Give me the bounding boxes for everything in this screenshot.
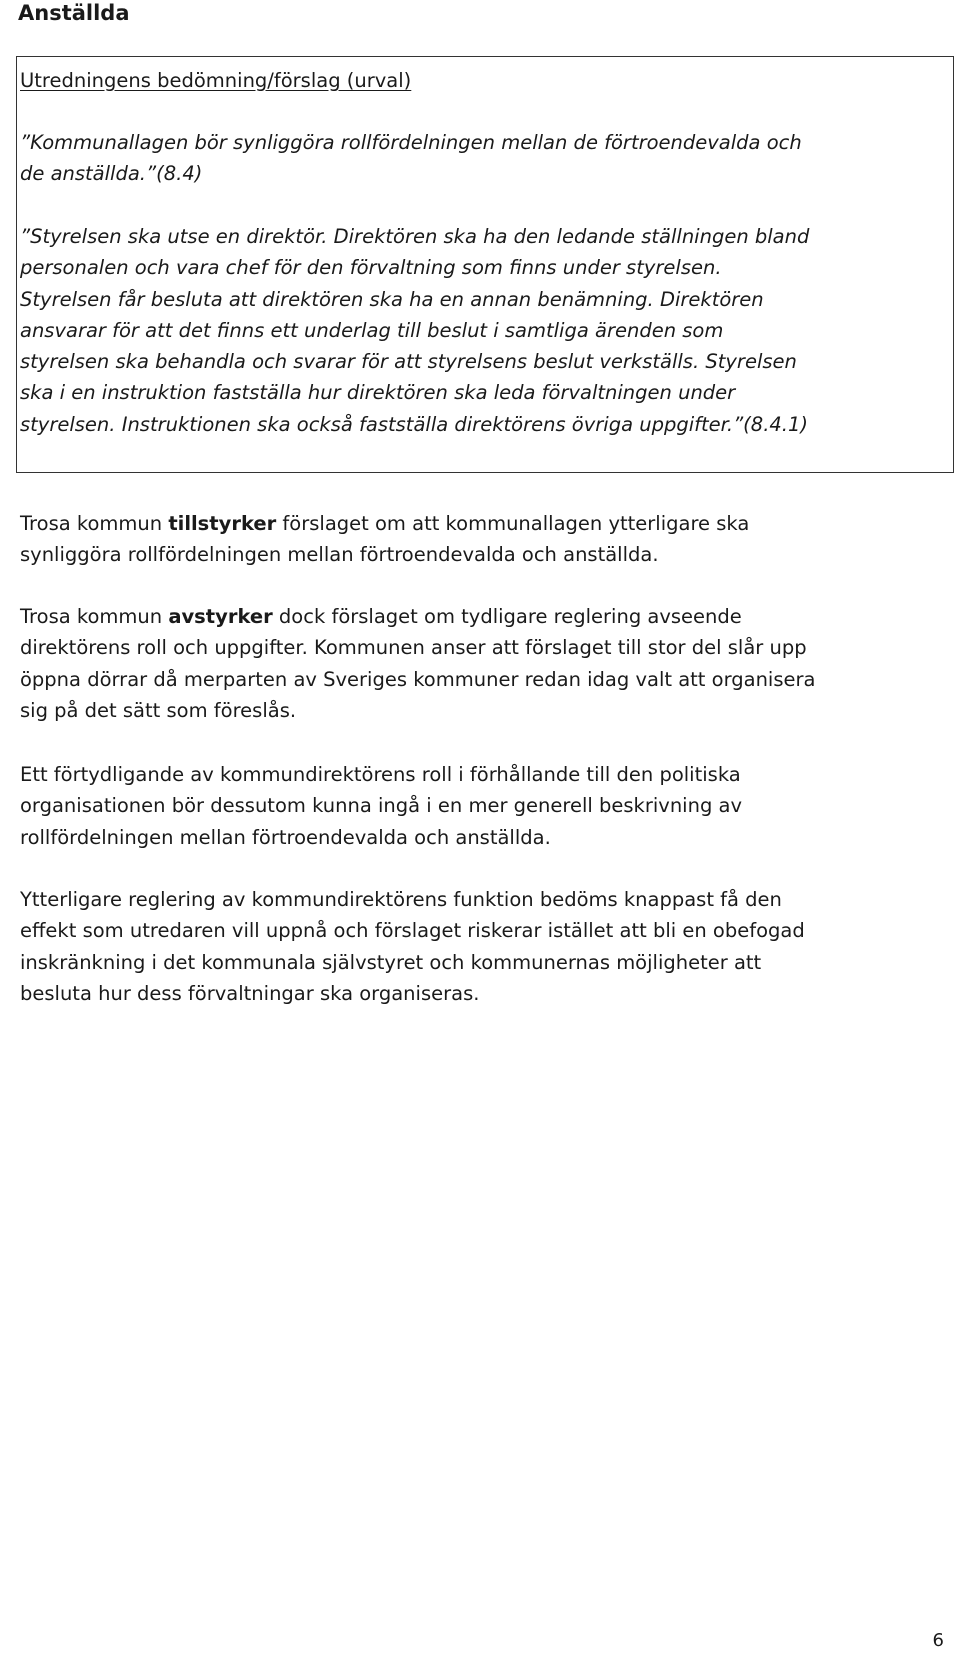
quote-line: styrelsen. Instruktionen ska också fastställa direktörens övriga uppgifter.”(8.4.1) [20,412,809,436]
paragraph-line: organisationen bör dessutom kunna ingå i en mer generell beskrivning av [20,794,743,818]
proposal-box-title: Utredningens bedömning/förslag (urval) [20,69,412,92]
paragraph-line: effekt som utredaren vill uppnå och förslaget riskerar istället att bli en obefogad [20,919,805,943]
paragraph-line: sig på det sätt som föreslås. [20,698,297,722]
emphasis-avstyrker: avstyrker [168,605,273,628]
quote-line: Styrelsen får besluta att direktören ska ha en annan benämning. Direktören [20,287,764,311]
paragraph-ytterligare-reglering [20,884,940,1009]
paragraph-line [20,601,940,632]
quote-line: ”Kommunallagen bör synliggöra rollfördelningen mellan de förtroendevalda och [20,131,802,154]
quote-8-4-1 [20,221,940,440]
text-run: Trosa kommun [20,605,169,628]
paragraph-line: Ytterligare reglering av kommundirektörens funktion bedöms knappast få den [20,888,782,911]
paragraph-line: Ett förtydligande av kommundirektörens roll i förhållande till den politiska [20,763,741,786]
paragraph-line [20,508,940,539]
page-number: 6 [932,1630,944,1651]
quote-line: personalen och vara chef för den förvaltning som finns under styrelsen. [20,256,722,280]
text-run: förslaget om att kommunallagen ytterligare ska [276,512,750,535]
text-run: dock förslaget om tydligare reglering avseende [272,605,742,628]
paragraph-line: öppna dörrar då merparten av Sveriges kommuner redan idag valt att organisera [20,667,816,691]
paragraph-line: besluta hur dess förvaltningar ska organiseras. [20,981,480,1005]
quote-line: ska i en instruktion fastställa hur direktören ska leda förvaltningen under [20,381,736,405]
paragraph-line: synliggöra rollfördelningen mellan förtroendevalda och anställda. [20,543,659,567]
section-heading: Anställda [18,1,130,25]
quote-line: styrelsen ska behandla och svarar för att styrelsens beslut verkställs. Styrelsen [20,350,797,374]
text-run: Trosa kommun [20,512,169,535]
quote-line: de anställda.”(8.4) [20,162,203,186]
paragraph-line: inskränkning i det kommunala självstyret och kommunernas möjligheter att [20,950,762,974]
emphasis-tillstyrker: tillstyrker [168,512,277,535]
quote-8-4 [20,127,940,190]
paragraph-line: direktörens roll och uppgifter. Kommunen anser att förslaget till stor del slår upp [20,636,807,660]
paragraph-avstyrker [20,601,940,726]
quote-line: ”Styrelsen ska utse en direktör. Direktören ska ha den ledande ställningen bland [20,225,810,248]
paragraph-tillstyrker [20,508,940,571]
quote-line: ansvarar för att det finns ett underlag till beslut i samtliga ärenden som [20,318,724,342]
paragraph-fortydligande [20,759,940,853]
paragraph-line: rollfördelningen mellan förtroendevalda och anställda. [20,825,551,849]
